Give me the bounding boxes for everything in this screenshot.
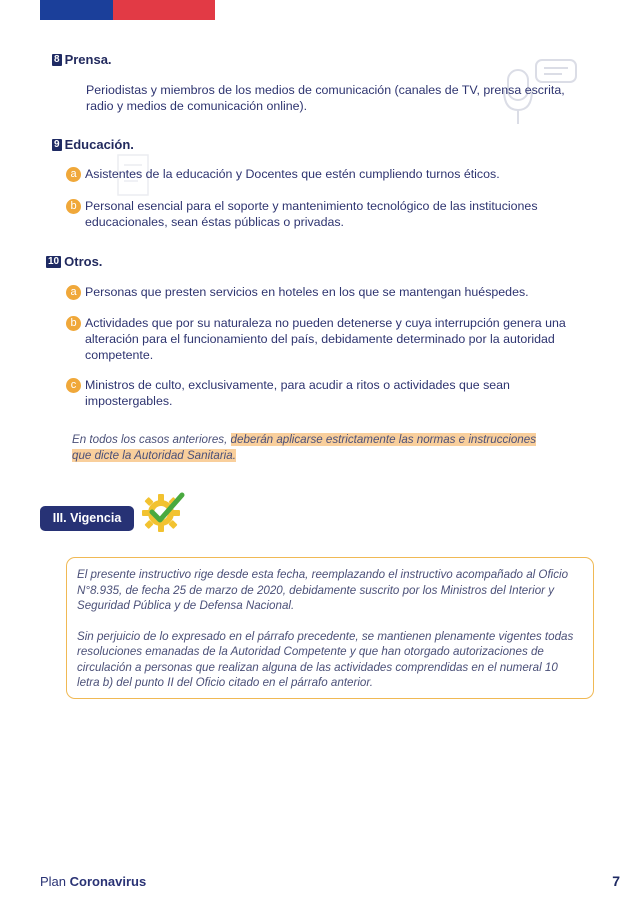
list-item-text: Asistentes de la educación y Docentes que estén cumpliendo turnos éticos. [85,167,500,181]
section-number: 8 [54,53,60,65]
list-letter-badge: c [66,378,81,393]
list-item [66,315,596,363]
list-item-text: Personal esencial para el soporte y mantenimiento tecnológico de las instituciones educacionales, sean éstas públicas o privadas. [85,199,538,229]
section-heading-prensa [52,52,112,67]
vigencia-heading: III. Vigencia [40,506,134,531]
section-heading-educacion [52,137,134,152]
section-title: Educación. [64,137,134,152]
section-title: Prensa. [64,52,112,67]
list-item [66,198,596,230]
list-item-text: Personas que presten servicios en hoteles en los que se mantengan huéspedes. [85,285,529,299]
note-paragraph [72,432,582,464]
check-gear-icon [140,490,186,532]
list-item-text: Actividades que por su naturaleza no pueden detenerse y cuya interrupción genera una alteración para el funcionamiento del país, debidamente determinado por la autoridad competente. [85,316,566,362]
vigencia-paragraph-1: El presente instructivo rige desde esta fecha, reemplazando el instructivo acompañado al Oficio N°8.935, de fecha 25 de marzo de 2020, debidamente suscrito por los Ministros del Interior y Seguridad Pública y de Defensa Nacional. [77,568,569,612]
section-number: 9 [54,138,60,150]
list-item [66,284,596,300]
note-highlight-2: que dicte la Autoridad Sanitaria. [72,449,236,462]
list-letter-badge: b [66,199,81,214]
list-item [66,166,596,182]
vigencia-box [66,557,594,699]
page-number: 7 [612,873,620,889]
list-item [66,377,596,409]
note-highlight-1: deberán aplicarse estrictamente las normas e instrucciones [230,433,536,446]
footer-brand [40,874,146,889]
list-letter-badge: b [66,316,81,331]
list-letter-badge: a [66,285,81,300]
footer-brand-light: Plan [40,874,67,889]
list-item-text: Ministros de culto, exclusivamente, para acudir a ritos o actividades que sean impostergables. [85,378,510,408]
footer-brand-bold: Coronavirus [69,874,147,889]
list-letter-badge: a [66,167,81,182]
note-lead: En todos los casos anteriores, [72,433,228,446]
section-heading-otros [46,254,102,269]
section-title: Otros. [64,254,103,269]
vigencia-paragraph-2: Sin perjuicio de lo expresado en el párrafo precedente, se mantienen plenamente vigentes todas resoluciones emanadas de la Autoridad Competente y que han otorgado autorizaciones de circulación a personas que realizan alguna de las actividades comprendidas en el numeral 10 letra b) del punto II del Oficio citado en el párrafo anterior. [77,629,574,689]
prensa-text: Periodistas y miembros de los medios de comunicación (canales de TV, prensa escrita, radio y medios de comunicación online). [86,83,565,113]
flag-stripe-blue [40,0,113,20]
flag-stripe-red [113,0,215,20]
section-number: 10 [48,255,60,267]
